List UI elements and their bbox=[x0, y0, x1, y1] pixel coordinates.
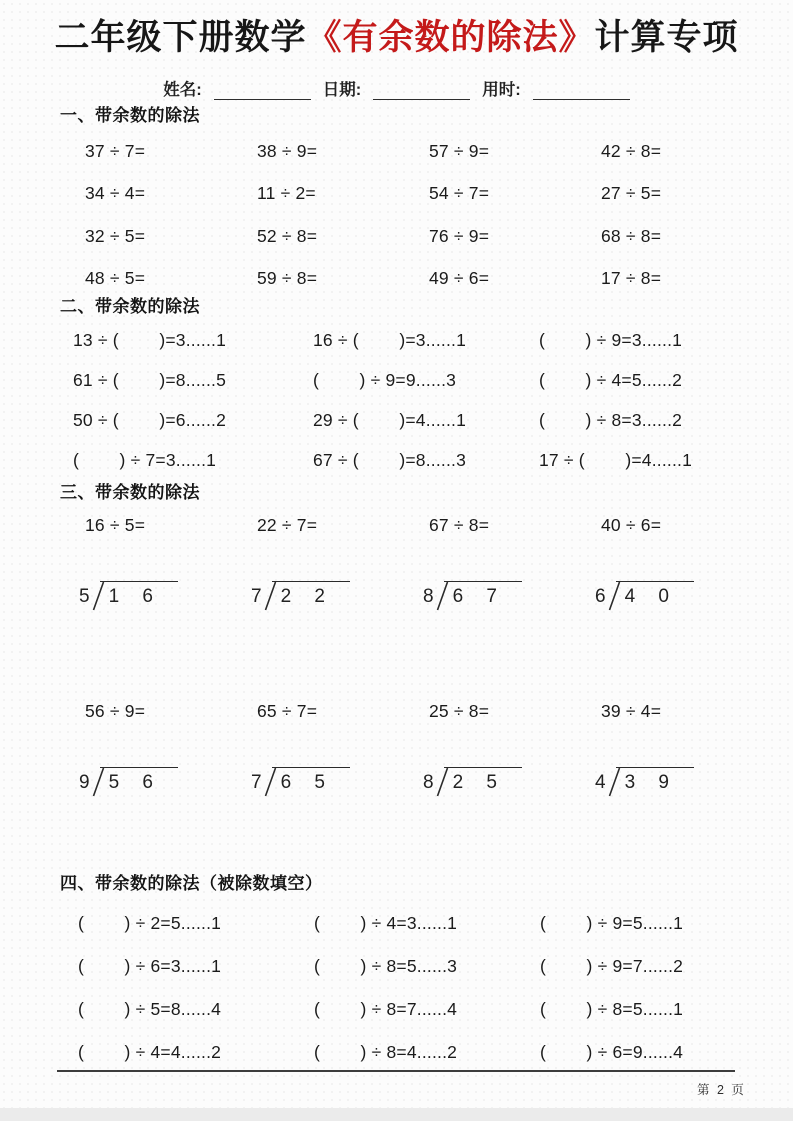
date-label: 日期: bbox=[322, 81, 362, 99]
division-problem: ( ) ÷ 8=5......1 bbox=[540, 999, 684, 1019]
long-division-dividend: 4 0 bbox=[616, 581, 694, 610]
division-problem: 59 ÷ 8= bbox=[257, 268, 318, 289]
division-problem: 16 ÷ ( )=3......1 bbox=[313, 329, 467, 350]
long-division-bracket bbox=[423, 767, 595, 798]
division-problem: 29 ÷ ( )=4......1 bbox=[313, 409, 467, 430]
problem-grid bbox=[78, 902, 793, 1074]
division-problem: ( ) ÷ 4=4......2 bbox=[78, 1042, 222, 1062]
date-blank-line bbox=[373, 83, 470, 100]
long-division-divisor: 7 bbox=[251, 586, 262, 607]
division-problem: 54 ÷ 7= bbox=[429, 183, 490, 204]
division-problem: 32 ÷ 5= bbox=[85, 225, 146, 246]
long-division-divisor: 5 bbox=[79, 586, 90, 607]
page-title bbox=[0, 10, 793, 60]
long-division-bracket bbox=[595, 767, 793, 798]
section-three-long-division bbox=[0, 483, 793, 809]
title-suffix: 计算专项 bbox=[594, 18, 739, 57]
long-division-divisor: 9 bbox=[79, 772, 90, 793]
long-division-dividend: 2 5 bbox=[444, 767, 522, 796]
division-problem: ( ) ÷ 4=5......2 bbox=[539, 369, 683, 390]
division-problem: 17 ÷ 8= bbox=[601, 268, 662, 289]
long-division-bracket bbox=[251, 767, 423, 798]
division-problem: 52 ÷ 8= bbox=[257, 225, 318, 246]
section-one-heading: 一、带余数的除法 bbox=[60, 106, 200, 125]
section-four-heading: 四、带余数的除法（被除数填空） bbox=[60, 874, 323, 893]
long-division-dividend: 6 7 bbox=[444, 581, 522, 610]
division-problem: 68 ÷ 8= bbox=[601, 225, 662, 246]
division-problem: 48 ÷ 5= bbox=[85, 268, 146, 289]
meta-row bbox=[0, 76, 793, 100]
long-division-bracket bbox=[79, 767, 251, 798]
long-division-divisor: 7 bbox=[251, 772, 262, 793]
time-label: 用时: bbox=[482, 81, 521, 99]
section-two-heading: 二、带余数的除法 bbox=[60, 297, 200, 316]
long-division-grid bbox=[79, 767, 793, 809]
title-prefix: 二年级下册数学 bbox=[54, 18, 307, 57]
long-division-grid bbox=[79, 581, 793, 623]
long-division-dividend: 5 6 bbox=[100, 767, 178, 796]
division-problem: 42 ÷ 8= bbox=[601, 140, 662, 161]
bottom-edge-band bbox=[0, 1108, 793, 1121]
long-division-bracket bbox=[251, 581, 423, 612]
division-problem: 49 ÷ 6= bbox=[429, 268, 490, 289]
division-problem: 67 ÷ 8= bbox=[429, 514, 490, 535]
title-highlight: 《有余数的除法》 bbox=[306, 18, 595, 57]
division-problem: 17 ÷ ( )=4......1 bbox=[539, 449, 693, 470]
long-division-divisor: 8 bbox=[423, 772, 434, 793]
section-one-division bbox=[0, 106, 793, 300]
division-problem: 25 ÷ 8= bbox=[429, 700, 490, 721]
name-blank-line bbox=[214, 83, 311, 100]
division-problem: 37 ÷ 7= bbox=[85, 140, 146, 161]
long-division-dividend: 1 6 bbox=[100, 581, 178, 610]
section-three-heading: 三、带余数的除法 bbox=[60, 483, 200, 502]
division-problem: ( ) ÷ 6=9......4 bbox=[540, 1042, 684, 1062]
long-division-bracket bbox=[595, 581, 793, 612]
division-problem: 27 ÷ 5= bbox=[601, 183, 662, 204]
division-problem: 56 ÷ 9= bbox=[85, 700, 146, 721]
division-problem: 22 ÷ 7= bbox=[257, 514, 318, 535]
long-division-divisor: 4 bbox=[595, 772, 606, 793]
long-division-dividend: 2 2 bbox=[272, 581, 350, 610]
problem-grid bbox=[85, 130, 793, 300]
division-problem: 61 ÷ ( )=8......5 bbox=[73, 369, 227, 390]
problem-grid bbox=[85, 699, 793, 723]
division-problem: 39 ÷ 4= bbox=[601, 700, 662, 721]
division-problem: ( ) ÷ 9=9......3 bbox=[313, 369, 457, 390]
division-problem: 13 ÷ ( )=3......1 bbox=[73, 329, 227, 350]
division-problem: ( ) ÷ 2=5......1 bbox=[78, 913, 222, 933]
division-problem: 34 ÷ 4= bbox=[85, 183, 146, 204]
division-problem: 38 ÷ 9= bbox=[257, 140, 318, 161]
long-division-dividend: 3 9 bbox=[616, 767, 694, 796]
division-problem: ( ) ÷ 9=3......1 bbox=[539, 329, 683, 350]
division-problem: ( ) ÷ 9=7......2 bbox=[540, 956, 684, 976]
division-problem: 50 ÷ ( )=6......2 bbox=[73, 409, 227, 430]
division-problem: 16 ÷ 5= bbox=[85, 514, 146, 535]
division-problem: ( ) ÷ 8=3......2 bbox=[539, 409, 683, 430]
division-problem: ( ) ÷ 8=4......2 bbox=[314, 1042, 458, 1062]
problem-grid bbox=[85, 513, 793, 537]
long-division-dividend: 6 5 bbox=[272, 767, 350, 796]
long-division-bracket bbox=[79, 581, 251, 612]
long-division-bracket bbox=[423, 581, 595, 612]
division-problem: ( ) ÷ 4=3......1 bbox=[314, 913, 458, 933]
footer-divider-line bbox=[57, 1070, 735, 1072]
name-label: 姓名: bbox=[163, 81, 202, 99]
section-two-division-blanks bbox=[0, 297, 793, 480]
division-problem: ( ) ÷ 8=5......3 bbox=[314, 956, 458, 976]
division-problem: ( ) ÷ 5=8......4 bbox=[78, 999, 222, 1019]
page-number: 第 2 页 bbox=[697, 1083, 746, 1097]
problem-grid bbox=[73, 320, 793, 480]
division-problem: ( ) ÷ 7=3......1 bbox=[73, 449, 217, 470]
long-division-divisor: 8 bbox=[423, 586, 434, 607]
division-problem: 57 ÷ 9= bbox=[429, 140, 490, 161]
section-four-dividend-blanks bbox=[0, 874, 793, 1074]
time-blank-line bbox=[533, 83, 630, 100]
division-problem: ( ) ÷ 6=3......1 bbox=[78, 956, 222, 976]
division-problem: 67 ÷ ( )=8......3 bbox=[313, 449, 467, 470]
division-problem: ( ) ÷ 8=7......4 bbox=[314, 999, 458, 1019]
division-problem: 40 ÷ 6= bbox=[601, 514, 662, 535]
division-problem: 76 ÷ 9= bbox=[429, 225, 490, 246]
long-division-divisor: 6 bbox=[595, 586, 606, 607]
division-problem: 65 ÷ 7= bbox=[257, 700, 318, 721]
division-problem: ( ) ÷ 9=5......1 bbox=[540, 913, 684, 933]
division-problem: 11 ÷ 2= bbox=[257, 183, 316, 204]
